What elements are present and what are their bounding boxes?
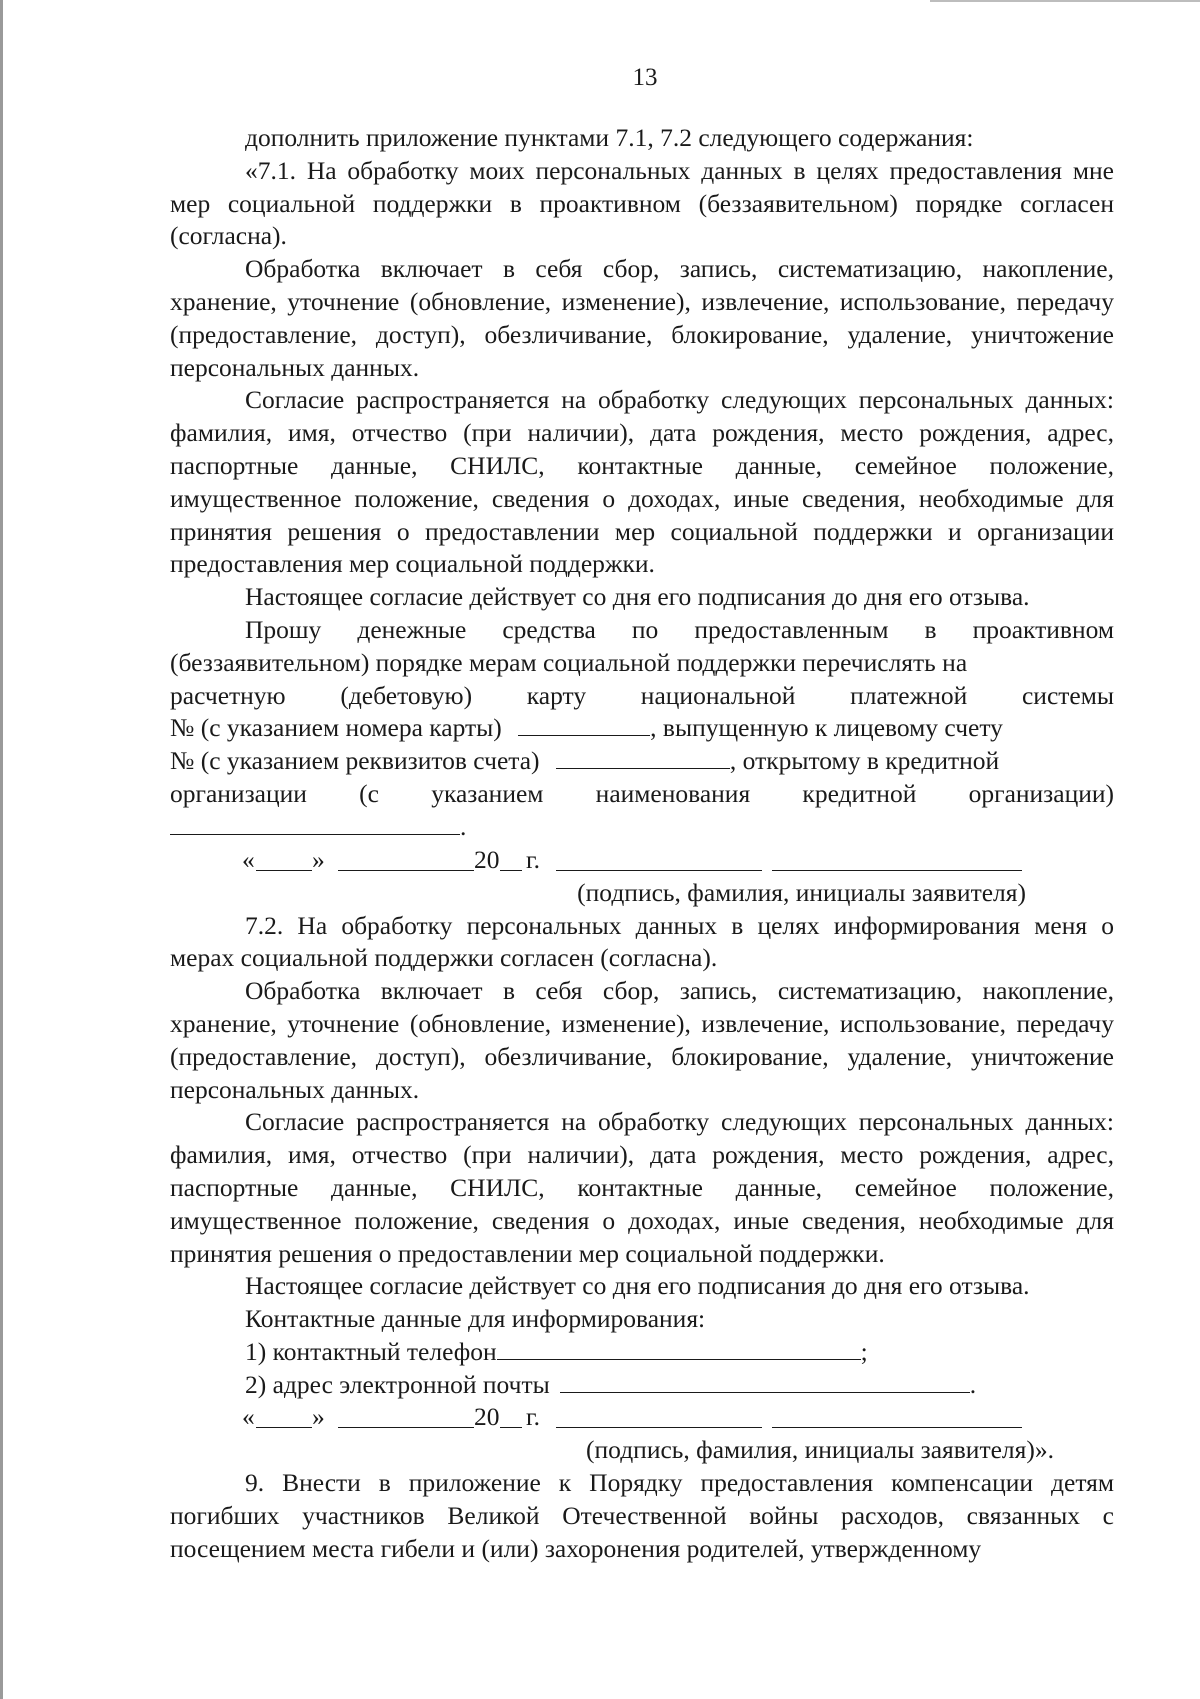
s72-contacts-title: Контактные данные для информирования:: [245, 1304, 706, 1334]
email-blank: [560, 1370, 970, 1393]
account-blank: [556, 746, 730, 769]
s72-month-blank: [338, 1405, 474, 1428]
document-body: [170, 122, 1114, 1566]
email-label: 2) адрес электронной почты: [245, 1369, 550, 1399]
s71-payment-paragraph: Прошу денежные средства по предоставленным в проактивном (беззаявительном) порядке мерам социальной поддержки перечислять на: [170, 614, 1114, 677]
s72-year-suffix: г.: [526, 1402, 540, 1432]
s72-validity-paragraph: Настоящее согласие действует со дня его подписания до дня его отзыва.: [245, 1271, 1030, 1301]
card-account-text: , выпущенную к лицевому счету: [650, 713, 1003, 743]
s72-year-blank: [500, 1405, 522, 1428]
s71-signature-caption: (подпись, фамилия, инициалы заявителя): [577, 877, 1026, 907]
s72-signature-caption: (подпись, фамилия, инициалы заявителя)».: [586, 1435, 1054, 1465]
s72-email-line: 2) адрес электронной почты .: [245, 1369, 977, 1399]
s72-signature-row: [170, 1401, 1114, 1434]
org-name-blank: [170, 812, 460, 835]
s71-month-blank: [338, 848, 474, 871]
phone-blank: [497, 1337, 861, 1360]
s72-date-close-quote: »: [312, 1402, 325, 1432]
account-label: № (с указанием реквизитов счета): [170, 746, 540, 776]
s71-date-close-quote: »: [312, 844, 325, 874]
s71-year-blank: [500, 848, 522, 871]
s71-processing-paragraph: Обработка включает в себя сбор, запись, систематизацию, накопление, хранение, уточнение (обновление, изменение), извлечение, использование, передачу (предоставление, доступ), обезличивание, блокирование, удаление, уничтожение персональных данных.: [170, 254, 1114, 382]
s72-year-prefix: 20: [474, 1402, 500, 1432]
s71-consent-paragraph: «7.1. На обработку моих персональных данных в целях предоставления мне мер социальной поддержки в проактивном (беззаявительном) порядке согласен (согласна).: [170, 155, 1114, 251]
s71-org-blank-line: .: [170, 811, 1114, 844]
s72-day-blank: [256, 1405, 312, 1428]
s71-signature-blank: [556, 848, 762, 871]
intro-line: дополнить приложение пунктами 7.1, 7.2 следующего содержания:: [245, 123, 974, 152]
s71-year-suffix: г.: [526, 844, 540, 874]
s71-card-type-line: расчетную (дебетовую) карту национальной платежной системы: [170, 680, 1114, 710]
s72-signature-blank: [556, 1405, 762, 1428]
s71-org-line: организации (с указанием наименования кредитной организации): [170, 778, 1114, 808]
s71-account-line: [170, 745, 1114, 778]
s71-year-prefix: 20: [474, 844, 500, 874]
s72-processing-paragraph: Обработка включает в себя сбор, запись, систематизацию, накопление, хранение, уточнение (обновление, изменение), извлечение, использование, передачу (предоставление, доступ), обезличивание, блокирование, удаление, уничтожение персональных данных.: [170, 976, 1114, 1104]
scan-left-edge: [0, 0, 3, 1699]
scan-top-edge: [930, 0, 1200, 2]
card-number-blank: [518, 713, 650, 736]
item9-paragraph: 9. Внести в приложение к Порядку предоставления компенсации детям погибших участников Великой Отечественной войны расходов, связанных с посещением места гибели и (или) захоронения родителей, утвержденному: [170, 1468, 1114, 1563]
s71-signature-row: [170, 844, 1114, 877]
page-number: 13: [632, 64, 658, 91]
s72-name-blank: [772, 1405, 1022, 1428]
s72-date-open-quote: «: [242, 1402, 255, 1432]
s72-consent-paragraph: 7.2. На обработку персональных данных в целях информирования меня о мерах социальной поддержки согласен (согласна).: [170, 910, 1114, 973]
card-number-label: № (с указанием номера карты): [170, 713, 502, 743]
s72-scope-paragraph: Согласие распространяется на обработку следующих персональных данных: фамилия, имя, отчество (при наличии), дата рождения, место рождения, адрес, паспортные данные, СНИЛС, контактные данные, семейное положение, имущественное положение, сведения о доходах, иные сведения, необходимые для принятия решения о предоставлении мер социальной поддержки.: [170, 1107, 1114, 1268]
bank-text: , открытому в кредитной: [729, 746, 1000, 776]
s71-scope-paragraph: Согласие распространяется на обработку следующих персональных данных: фамилия, имя, отчество (при наличии), дата рождения, место рождения, адрес, паспортные данные, СНИЛС, контактные данные, семейное положение, имущественное положение, сведения о доходах, иные сведения, необходимые для принятия решения о предоставлении мер социальной поддержки и организации предоставления мер социальной поддержки.: [170, 385, 1114, 579]
s71-validity-paragraph: Настоящее согласие действует со дня его подписания до дня его отзыва.: [245, 582, 1030, 612]
s71-card-number-line: [170, 712, 1114, 745]
s71-day-blank: [256, 848, 312, 871]
phone-label: 1) контактный телефон: [245, 1336, 497, 1366]
s71-date-open-quote: «: [242, 844, 255, 874]
s72-phone-line: 1) контактный телефон ;: [245, 1336, 868, 1366]
s71-name-blank: [772, 848, 1022, 871]
